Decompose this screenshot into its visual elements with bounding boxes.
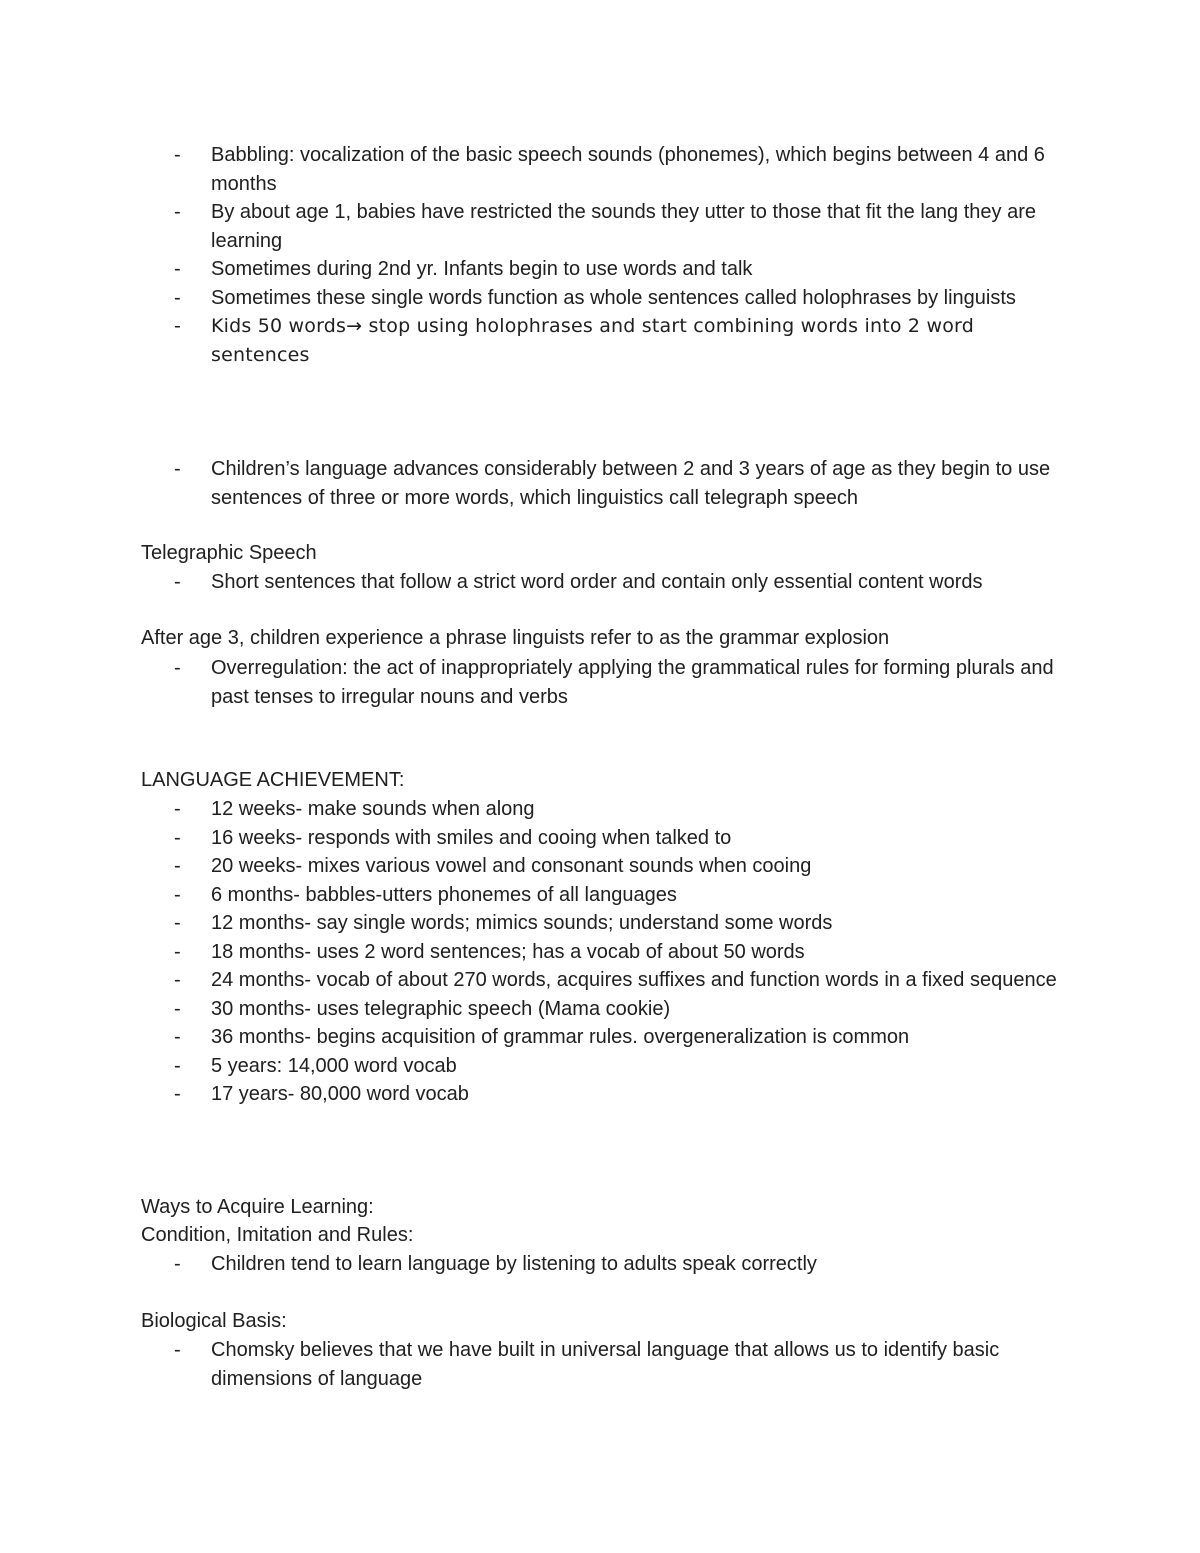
conditioning-subheading: Condition, Imitation and Rules: <box>141 1224 414 1246</box>
telegraphic-list <box>141 568 1071 597</box>
bullet-dash: - <box>174 1026 181 1048</box>
list-item <box>141 284 1071 313</box>
bullet-dash: - <box>174 286 181 309</box>
list-item-text: By about age 1, babies have restricted the sounds they utter to those that fit the lang they are learning <box>211 201 1036 252</box>
list-item <box>141 312 1071 369</box>
list-item <box>141 824 1071 853</box>
telegraphic-speech-section <box>141 568 1071 597</box>
list-item <box>141 1250 1071 1279</box>
list-item-text: 18 months- uses 2 word sentences; has a vocab of about 50 words <box>211 940 805 963</box>
list-item-text: Overregulation: the act of inappropriately applying the grammatical rules for forming plurals and past tenses to irregular nouns and verbs <box>211 657 1054 708</box>
bullet-dash: - <box>174 1339 181 1361</box>
list-item-text: Short sentences that follow a strict word order and contain only essential content words <box>211 571 983 593</box>
list-item <box>141 455 1071 512</box>
list-item <box>141 654 1071 711</box>
list-item <box>141 966 1071 995</box>
biological-basis-section <box>141 1336 1071 1393</box>
list-item-text: 12 weeks- make sounds when along <box>211 798 535 820</box>
list-item-text: Children’s language advances considerably between 2 and 3 years of age as they begin to use sentences of three or more words, which linguistics call telegraph speech <box>211 458 1051 509</box>
ways-section <box>141 1250 1071 1279</box>
list-item-text: 6 months- babbles-utters phonemes of all languages <box>211 883 677 906</box>
list-item-text: 36 months- begins acquisition of grammar rules. overgeneralization is common <box>211 1026 910 1048</box>
list-item-text: Babbling: vocalization of the basic speech sounds (phonemes), which begins between 4 and 6 months <box>211 144 1045 195</box>
list-item <box>141 1052 1071 1081</box>
list-item-text: 5 years: 14,000 word vocab <box>211 1054 457 1077</box>
bullet-dash: - <box>174 855 181 877</box>
bullet-dash: - <box>174 1054 181 1077</box>
biological-list <box>141 1336 1071 1393</box>
list-item <box>141 255 1071 284</box>
bullet-dash: - <box>174 883 181 906</box>
list-item-text: 20 weeks- mixes various vowel and consonant sounds when cooing <box>211 855 812 877</box>
list-item-text: Sometimes during 2nd yr. Infants begin to use words and talk <box>211 258 753 280</box>
list-item-text: 30 months- uses telegraphic speech (Mama cookie) <box>211 997 671 1020</box>
list-item <box>141 795 1071 824</box>
bullet-dash: - <box>174 1253 181 1275</box>
bullet-dash: - <box>174 912 181 934</box>
bullet-dash: - <box>174 657 181 679</box>
list-item <box>141 852 1071 881</box>
achievement-list <box>141 795 1071 1109</box>
telegraph-list <box>141 455 1071 512</box>
bullet-dash: - <box>174 458 181 480</box>
list-item-text: Kids 50 words→ stop using holophrases and start combining words into 2 word sentences <box>211 315 974 366</box>
list-item-text: 17 years- 80,000 word vocab <box>211 1083 469 1105</box>
bullet-dash: - <box>174 798 181 820</box>
bullet-dash: - <box>174 997 181 1020</box>
list-item <box>141 568 1071 597</box>
intro-list <box>141 141 1071 369</box>
grammar-explosion-section <box>141 654 1071 711</box>
list-item <box>141 995 1071 1024</box>
list-item-text: 24 months- vocab of about 270 words, acquires suffixes and function words in a fixed sequence <box>211 969 1057 991</box>
intro-section <box>141 141 1071 369</box>
bullet-dash: - <box>174 969 181 991</box>
bullet-dash: - <box>174 1083 181 1105</box>
list-item <box>141 881 1071 910</box>
grammar-explosion-heading: After age 3, children experience a phrase linguists refer to as the grammar explosion <box>141 627 890 649</box>
list-item <box>141 938 1071 967</box>
list-item <box>141 198 1071 255</box>
list-item <box>141 1080 1071 1109</box>
ways-to-acquire-heading: Ways to Acquire Learning: <box>141 1196 374 1218</box>
telegraphic-speech-heading: Telegraphic Speech <box>141 542 317 564</box>
ways-list <box>141 1250 1071 1279</box>
bullet-dash: - <box>174 201 181 223</box>
list-item-text: Chomsky believes that we have built in universal language that allows us to identify basic dimensions of language <box>211 1339 1000 1390</box>
list-item-text: 16 weeks- responds with smiles and cooing when talked to <box>211 826 732 849</box>
language-achievement-heading: LANGUAGE ACHIEVEMENT: <box>141 769 405 791</box>
bullet-dash: - <box>174 940 181 963</box>
biological-basis-heading: Biological Basis: <box>141 1310 287 1332</box>
language-achievement-section <box>141 795 1071 1109</box>
bullet-dash: - <box>174 258 181 280</box>
grammar-list <box>141 654 1071 711</box>
bullet-dash: - <box>174 826 181 849</box>
list-item <box>141 1023 1071 1052</box>
list-item <box>141 141 1071 198</box>
bullet-dash: - <box>174 571 181 593</box>
list-item-text: Sometimes these single words function as whole sentences called holophrases by linguists <box>211 286 1016 309</box>
bullet-dash: - <box>174 315 182 337</box>
list-item-text: 12 months- say single words; mimics sounds; understand some words <box>211 912 833 934</box>
telegraph-speech-section <box>141 455 1071 512</box>
list-item <box>141 909 1071 938</box>
list-item-text: Children tend to learn language by listening to adults speak correctly <box>211 1253 817 1275</box>
bullet-dash: - <box>174 144 181 166</box>
list-item <box>141 1336 1071 1393</box>
